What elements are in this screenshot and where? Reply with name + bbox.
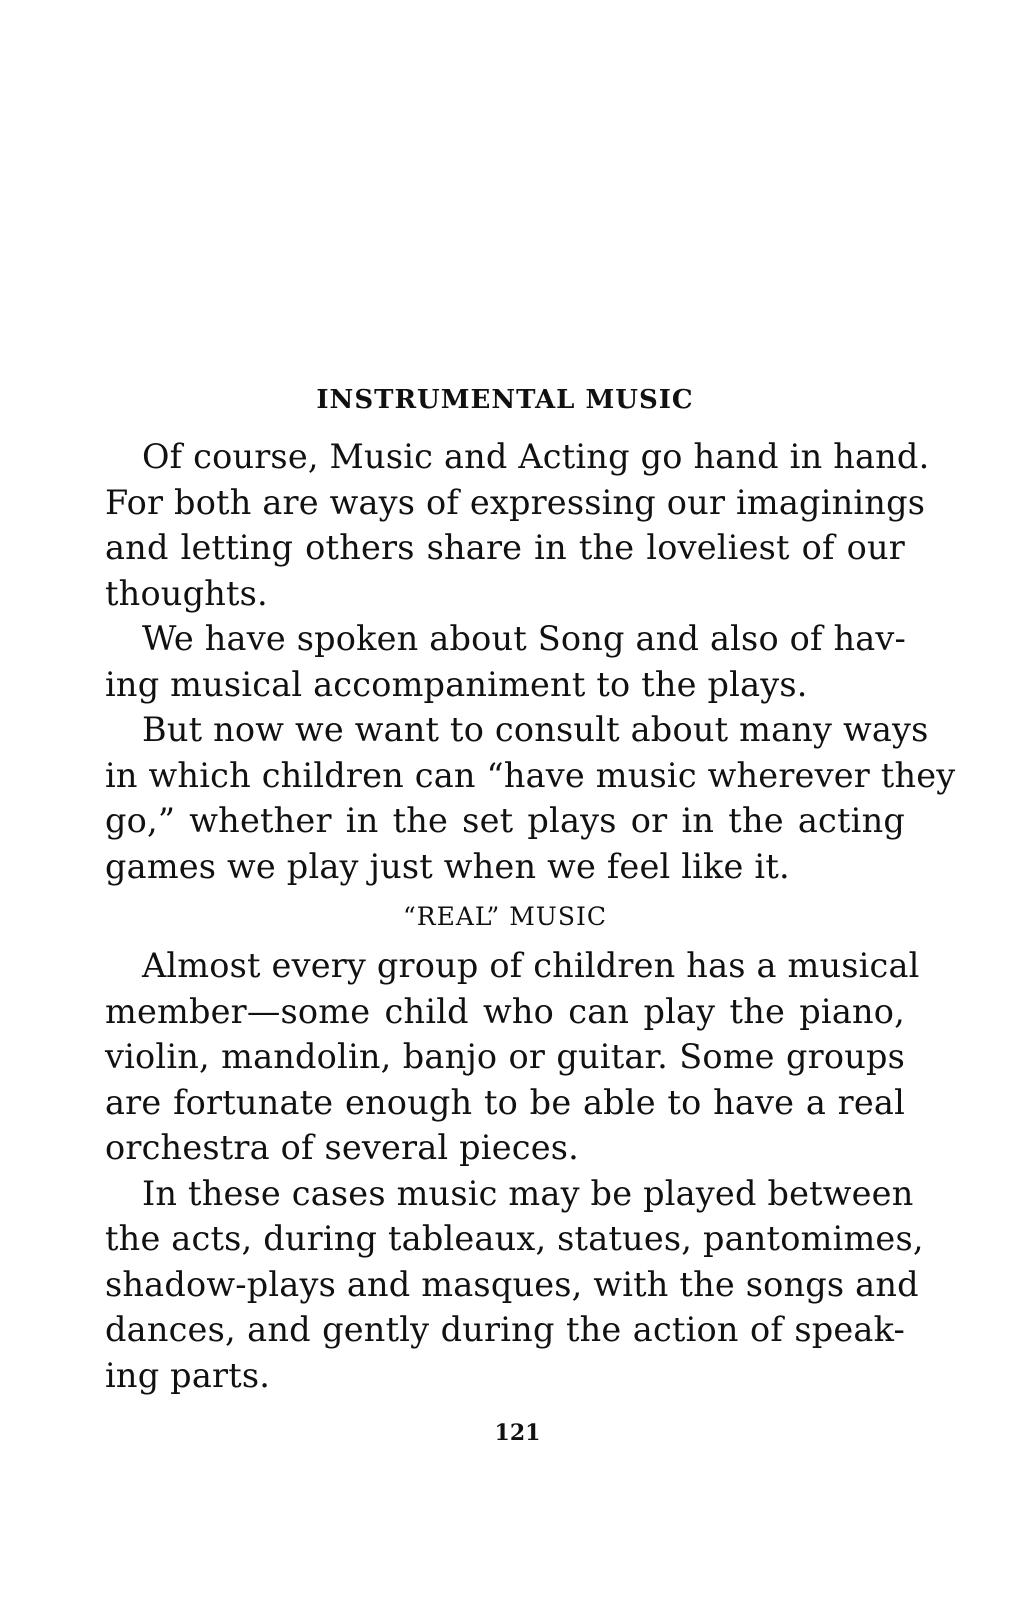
text-line: in which children can “have music wherever they (105, 755, 956, 795)
paragraph-music-between-acts (105, 1171, 924, 1399)
paragraph-song-accompaniment (105, 616, 905, 707)
text-line: Of course, Music and Acting go hand in hand. (142, 437, 930, 476)
text-line: ing musical accompaniment to the plays. (105, 664, 808, 704)
text-line: We have spoken about Song and also of hav- (142, 619, 907, 658)
text-line: For both are ways of expressing our imaginings (105, 482, 926, 522)
text-line: ing parts. (105, 1355, 271, 1395)
text-line: violin, mandolin, banjo or guitar. Some groups (105, 1037, 905, 1076)
text-line: the acts, during tableaux, statues, pantomimes, (105, 1219, 924, 1258)
page-number: 121 (494, 1420, 541, 1446)
text-line: orchestra of several pieces. (105, 1128, 579, 1167)
book-page (105, 380, 956, 1398)
text-line: and letting others share in the loveliest of our (105, 528, 905, 567)
text-line: dances, and gently during the action of speak- (105, 1310, 905, 1349)
section-heading-instrumental-music: INSTRUMENTAL MUSIC (316, 385, 694, 415)
paragraph-music-wherever (105, 707, 956, 889)
section-heading-real-music: “REAL” MUSIC (402, 902, 608, 931)
text-line: shadow-plays and masques, with the songs and (105, 1264, 919, 1304)
text-line: are fortunate enough to be able to have a real (105, 1082, 905, 1122)
text-line: member—some child who can play the piano, (105, 991, 905, 1031)
text-line: thoughts. (105, 573, 268, 613)
paragraph-music-and-acting (105, 434, 930, 616)
paragraph-musical-member (105, 943, 920, 1171)
text-line: But now we want to consult about many ways (142, 710, 929, 749)
text-line: In these cases music may be played between (142, 1173, 914, 1213)
text-line: go,” whether in the set plays or in the acting (105, 801, 905, 840)
text-line: games we play just when we feel like it. (105, 846, 790, 886)
text-line: Almost every group of children has a musical (142, 946, 920, 985)
